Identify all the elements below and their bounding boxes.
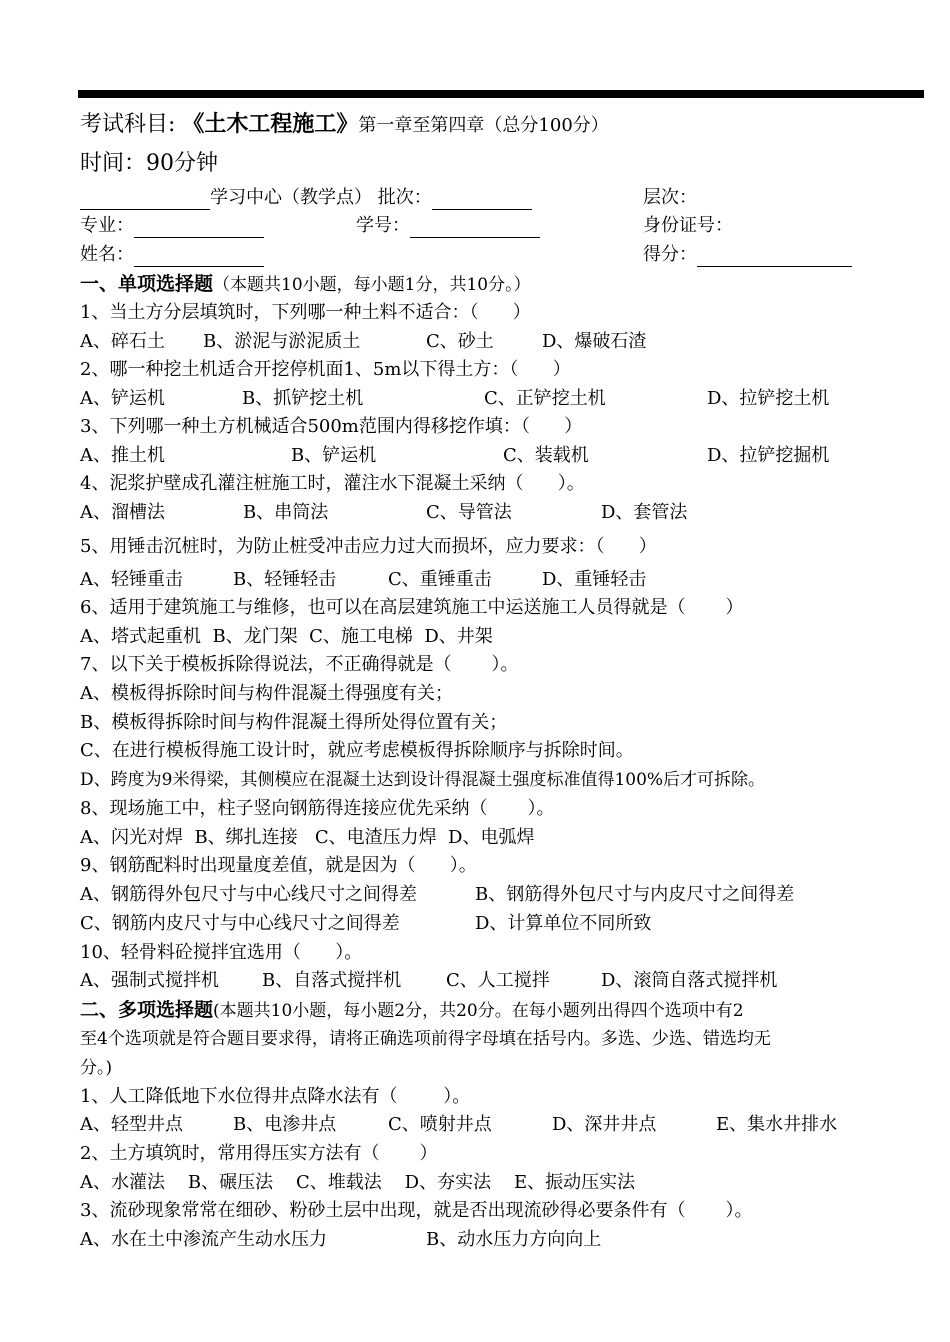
s2-q3: 3、流砂现象常常在细砂、粉砂土层中出现，就是否出现流砂得必要条件有（ ）。 bbox=[80, 1200, 753, 1221]
s1-q5-a: A、轻锤重击 bbox=[80, 569, 183, 590]
s1-q1: 1、当土方分层填筑时，下列哪一种土料不适合：（ ） bbox=[80, 302, 531, 323]
s1-q4-a: A、溜槽法 bbox=[80, 502, 165, 523]
center-label: 学习中心（教学点） 批次： bbox=[210, 187, 432, 208]
s1-q6-options: A、塔式起重机 B、龙门架 C、施工电梯 D、井架 bbox=[80, 626, 493, 647]
score-label: 得分： bbox=[643, 244, 697, 265]
s1-q3-c: C、装载机 bbox=[503, 445, 589, 466]
major-row bbox=[80, 214, 264, 238]
s1-q1-d: D、爆破石渣 bbox=[542, 331, 647, 352]
s1-q4-c: C、导管法 bbox=[426, 502, 512, 523]
s2-q1-d: D、深井井点 bbox=[552, 1114, 657, 1135]
score-blank[interactable] bbox=[697, 246, 852, 267]
major-blank[interactable] bbox=[134, 217, 264, 238]
s2-q1: 1、人工降低地下水位得井点降水法有（ ）。 bbox=[80, 1086, 471, 1107]
s1-q6: 6、适用于建筑施工与维修，也可以在高层建筑施工中运送施工人员得就是（ ） bbox=[80, 597, 744, 618]
s1-q7-d: D、跨度为9米得梁，其侧模应在混凝土达到设计得混凝土强度标准值得100%后才可拆除。 bbox=[80, 770, 766, 790]
level-label: 层次： bbox=[643, 187, 697, 208]
section2-note-3: 分。) bbox=[80, 1058, 113, 1078]
student-no-blank[interactable] bbox=[410, 217, 540, 238]
student-no-row bbox=[356, 214, 540, 238]
s1-q10-d: D、滚筒自落式搅拌机 bbox=[601, 970, 778, 991]
s2-q2: 2、土方填筑时，常用得压实方法有（ ） bbox=[80, 1143, 438, 1164]
s1-q10-b: B、自落式搅拌机 bbox=[262, 970, 402, 991]
section2-note-1: (本题共10小题，每小题2分，共20分。在每小题列出得四个选项中有2 bbox=[213, 1001, 744, 1021]
s1-q7: 7、以下关于模板拆除得说法，不正确得就是（ ）。 bbox=[80, 654, 519, 675]
s1-q10-a: A、强制式搅拌机 bbox=[80, 970, 219, 991]
s1-q7-a: A、模板得拆除时间与构件混凝土得强度有关； bbox=[80, 683, 453, 704]
top-rule bbox=[78, 90, 924, 98]
s1-q3-a: A、推土机 bbox=[80, 445, 165, 466]
section1-title: 一、单项选择题 bbox=[80, 273, 214, 295]
section2-heading bbox=[80, 998, 744, 1023]
s2-q3-b: B、动水压力方向向上 bbox=[426, 1229, 602, 1250]
s1-q1-a: A、碎石土 bbox=[80, 331, 165, 352]
subject-title: 《土木工程施工》 bbox=[182, 111, 359, 137]
s1-q2-d: D、拉铲挖土机 bbox=[707, 388, 830, 409]
id-label: 身份证号： bbox=[643, 215, 733, 236]
s1-q5-d: D、重锤轻击 bbox=[542, 569, 647, 590]
s1-q9-d: D、计算单位不同所致 bbox=[475, 913, 652, 934]
section1-heading bbox=[80, 272, 531, 297]
center-blank[interactable] bbox=[80, 189, 210, 210]
s1-q8-options: A、闪光对焊 B、绑扎连接 C、电渣压力焊 D、电弧焊 bbox=[80, 827, 535, 848]
s2-q1-a: A、轻型井点 bbox=[80, 1114, 183, 1135]
s1-q10-c: C、人工搅拌 bbox=[446, 970, 550, 991]
s1-q4-d: D、套管法 bbox=[601, 502, 688, 523]
major-label: 专业： bbox=[80, 215, 134, 236]
s1-q7-b: B、模板得拆除时间与构件混凝土得所处得位置有关； bbox=[80, 712, 508, 733]
s2-q2-options: A、水灌法 B、碾压法 C、堆载法 D、夯实法 E、振动压实法 bbox=[80, 1172, 636, 1193]
s1-q9: 9、钢筋配料时出现量度差值，就是因为（ ）。 bbox=[80, 855, 477, 876]
s1-q2-a: A、铲运机 bbox=[80, 388, 165, 409]
s2-q1-e: E、集水井排水 bbox=[716, 1114, 838, 1135]
score-row bbox=[643, 243, 852, 267]
s1-q9-c: C、钢筋内皮尺寸与中心线尺寸之间得差 bbox=[80, 913, 400, 934]
s1-q5: 5、用锤击沉桩时，为防止桩受冲击应力过大而损坏，应力要求：（ ） bbox=[80, 536, 657, 557]
section1-note: （本题共10小题，每小题1分，共10分。） bbox=[213, 275, 531, 295]
name-row bbox=[80, 243, 264, 267]
s1-q4-b: B、串筒法 bbox=[243, 502, 329, 523]
s1-q3: 3、下列哪一种土方机械适合500m范围内得移挖作填：（ ） bbox=[80, 416, 583, 437]
s2-q1-b: B、电渗井点 bbox=[233, 1114, 337, 1135]
s1-q2: 2、哪一种挖土机适合开挖停机面1、5m以下得土方：（ ） bbox=[80, 359, 571, 380]
exam-time: 时间：90分钟 bbox=[80, 151, 218, 176]
s1-q4: 4、泥浆护壁成孔灌注桩施工时，灌注水下混凝土采纳（ ）。 bbox=[80, 473, 585, 494]
s1-q7-c: C、在进行模板得施工设计时，就应考虑模板得拆除顺序与拆除时间。 bbox=[80, 740, 634, 761]
s2-q3-a: A、水在土中渗流产生动水压力 bbox=[80, 1229, 327, 1250]
s2-q1-c: C、喷射井点 bbox=[388, 1114, 492, 1135]
section2-note-2: 至4个选项就是符合题目要求得，请将正确选项前得字母填在括号内。多选、少选、错选均无 bbox=[80, 1029, 771, 1049]
s1-q1-b: B、淤泥与淤泥质土 bbox=[203, 331, 361, 352]
s1-q9-b: B、钢筋得外包尺寸与内皮尺寸之间得差 bbox=[475, 884, 795, 905]
subject-line bbox=[80, 112, 609, 138]
subject-label: 考试科目: bbox=[80, 112, 183, 137]
s1-q8: 8、现场施工中，柱子竖向钢筋得连接应优先采纳（ ）。 bbox=[80, 798, 555, 819]
s1-q2-c: C、正铲挖土机 bbox=[484, 388, 606, 409]
s1-q9-a: A、钢筋得外包尺寸与中心线尺寸之间得差 bbox=[80, 884, 417, 905]
center-row bbox=[80, 186, 532, 210]
name-label: 姓名： bbox=[80, 244, 134, 265]
s1-q3-b: B、铲运机 bbox=[291, 445, 377, 466]
batch-blank[interactable] bbox=[432, 189, 532, 210]
s1-q3-d: D、拉铲挖掘机 bbox=[707, 445, 830, 466]
s1-q10: 10、轻骨料砼搅拌宜选用（ ）。 bbox=[80, 942, 363, 963]
subject-rest: 第一章至第四章（总分100分） bbox=[358, 115, 609, 136]
s1-q1-c: C、砂土 bbox=[426, 331, 494, 352]
s1-q5-c: C、重锤重击 bbox=[388, 569, 492, 590]
s1-q2-b: B、抓铲挖土机 bbox=[242, 388, 364, 409]
student-no-label: 学号： bbox=[356, 215, 410, 236]
section2-title: 二、多项选择题 bbox=[80, 999, 214, 1021]
s1-q5-b: B、轻锤轻击 bbox=[233, 569, 337, 590]
name-blank[interactable] bbox=[134, 246, 264, 267]
